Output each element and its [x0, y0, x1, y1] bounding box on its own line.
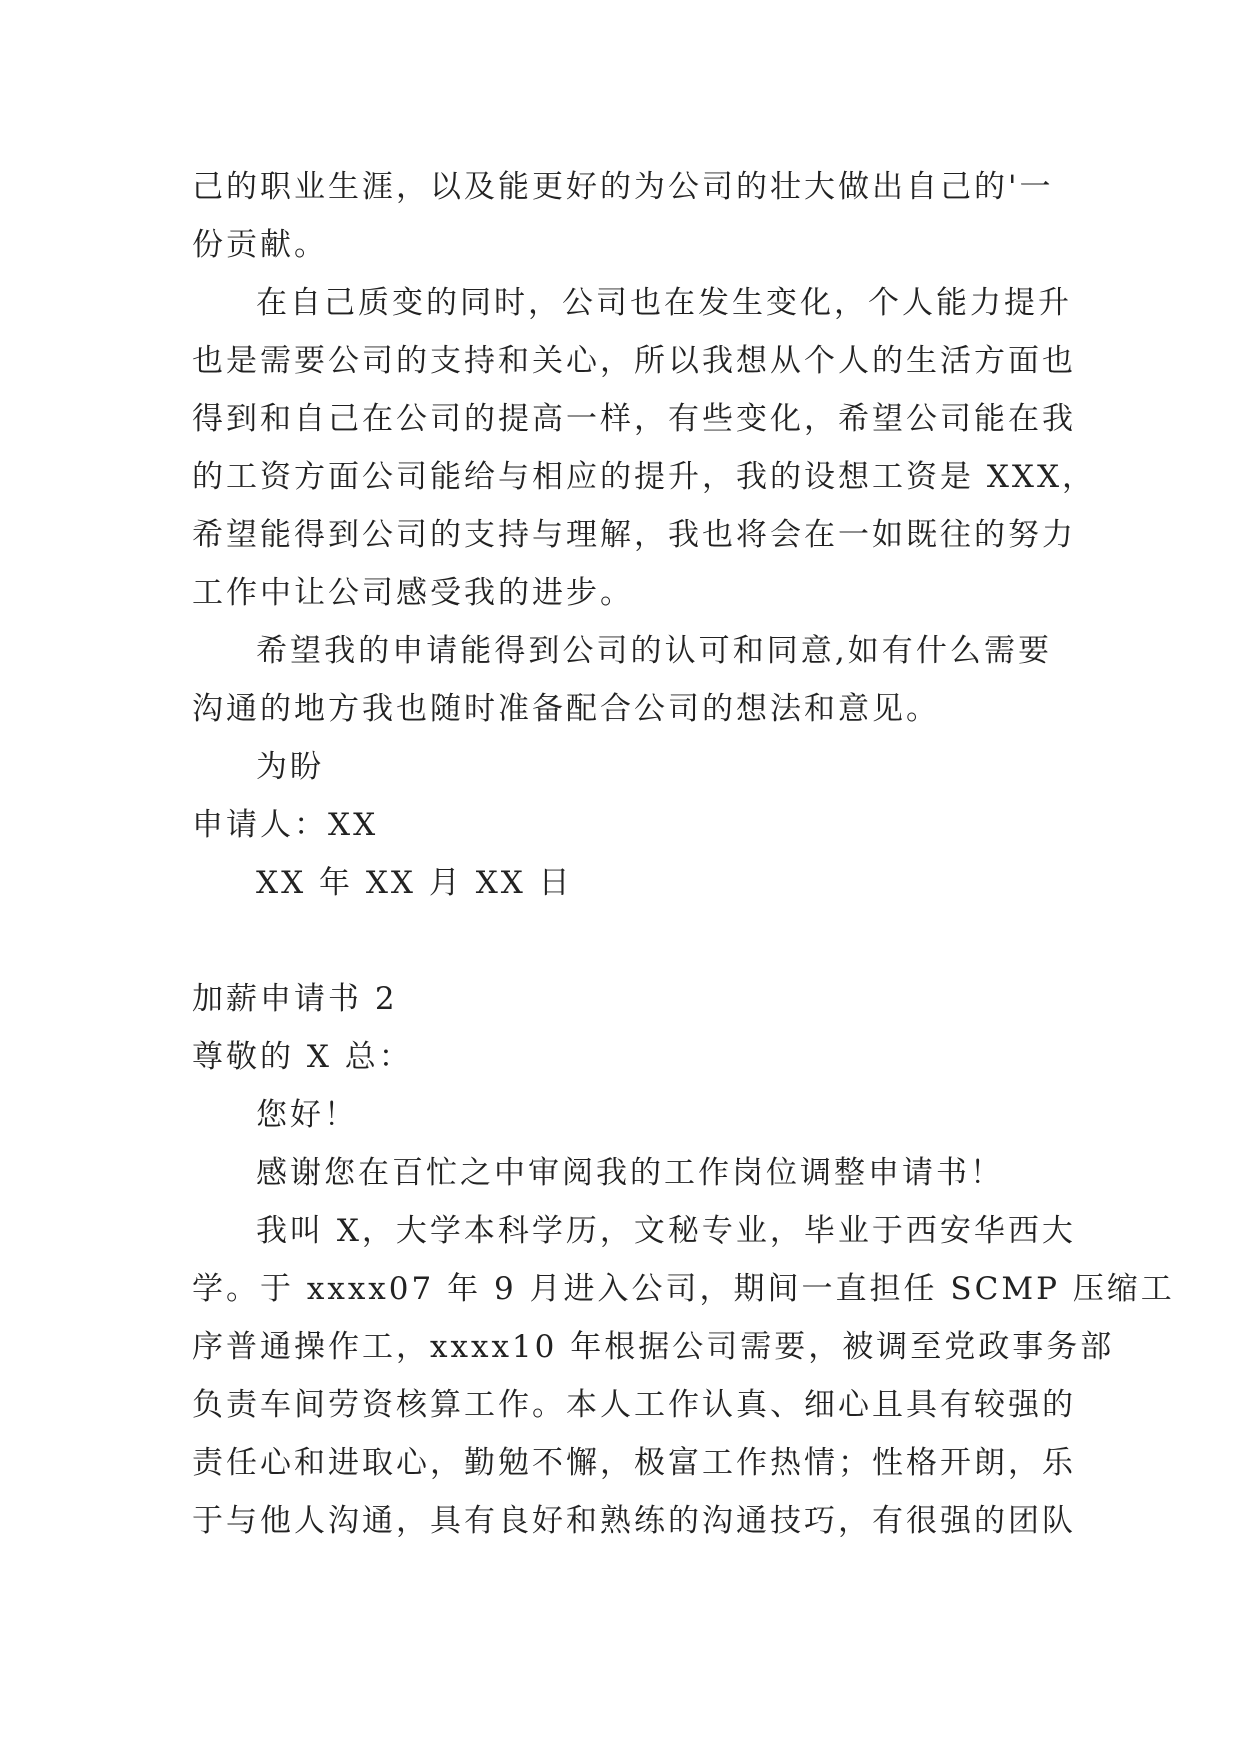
paragraph-2-line-4: 的工资方面公司能给与相应的提升，我的设想工资是 XXX， — [192, 459, 1097, 495]
paragraph-3-line-1: 希望我的申请能得到公司的认可和同意,如有什么需要 — [256, 633, 1052, 669]
document-body — [192, 158, 1175, 1550]
paragraph-2-line-5: 希望能得到公司的支持与理解，我也将会在一如既往的努力 — [192, 517, 1076, 553]
paragraph-2-line-3: 得到和自己在公司的提高一样，有些变化，希望公司能在我 — [192, 401, 1076, 437]
blank-spacer — [192, 912, 1052, 970]
paragraph-2-line-2: 也是需要公司的支持和关心，所以我想从个人的生活方面也 — [192, 343, 1076, 379]
letter-2-salutation: 尊敬的 X 总： — [192, 1039, 413, 1075]
paragraph-1-line-2: 份贡献。 — [192, 227, 328, 263]
letter-2-thanks: 感谢您在百忙之中审阅我的工作岗位调整申请书！ — [256, 1155, 1004, 1191]
paragraph-2-line-6: 工作中让公司感受我的进步。 — [192, 575, 634, 611]
applicant-signature: 申请人：XX — [192, 807, 379, 843]
paragraph-2-line-1: 在自己质变的同时，公司也在发生变化，个人能力提升 — [256, 285, 1072, 321]
letter-2-title: 加薪申请书 2 — [192, 981, 398, 1017]
paragraph-3-line-2: 沟通的地方我也随时准备配合公司的想法和意见。 — [192, 691, 940, 727]
letter-2-intro-line-2: 学。于 xxxx07 年 9 月进入公司，期间一直担任 SCMP 压缩工 — [192, 1271, 1175, 1307]
letter-2-intro-line-4: 负责车间劳资核算工作。本人工作认真、细心且具有较强的 — [192, 1387, 1076, 1423]
signature-date: XX 年 XX 月 XX 日 — [256, 865, 573, 901]
letter-2-intro-line-5: 责任心和进取心，勤勉不懈，极富工作热情；性格开朗，乐 — [192, 1445, 1076, 1481]
letter-2-greeting: 您好！ — [256, 1097, 358, 1133]
letter-2-intro-line-6: 于与他人沟通，具有良好和熟练的沟通技巧，有很强的团队 — [192, 1503, 1076, 1539]
paragraph-1-line-1: 己的职业生涯，以及能更好的为公司的壮大做出自己的'一 — [192, 169, 1054, 205]
closing-text: 为盼 — [256, 749, 324, 785]
letter-2-intro-line-3: 序普通操作工，xxxx10 年根据公司需要，被调至党政事务部 — [192, 1329, 1115, 1365]
letter-2-intro-line-1: 我叫 X，大学本科学历，文秘专业，毕业于西安华西大 — [256, 1213, 1076, 1249]
